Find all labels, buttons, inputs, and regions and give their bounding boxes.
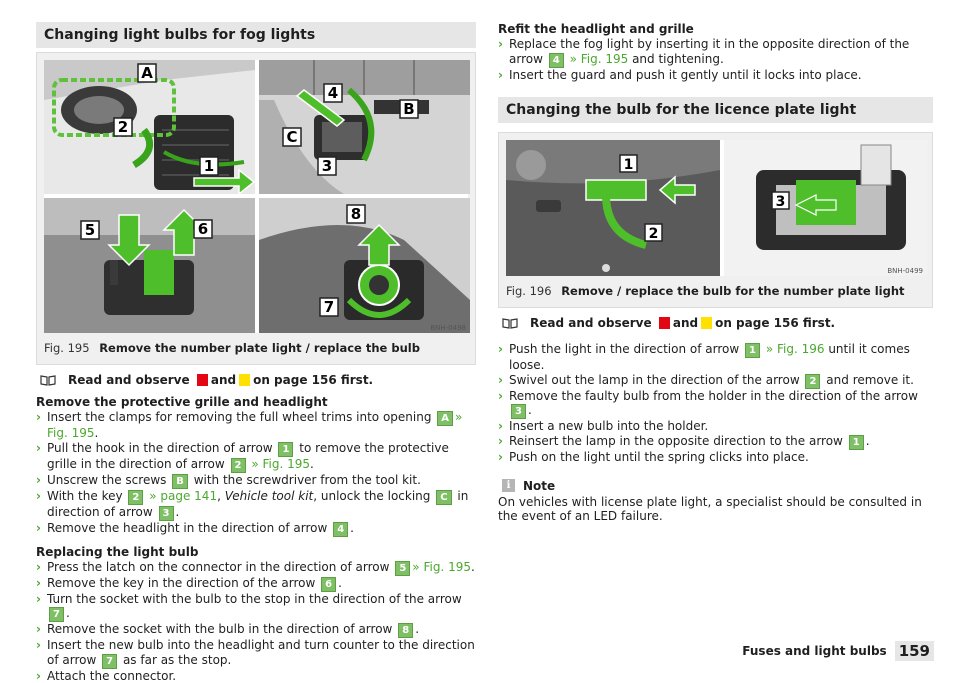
list-item: › Insert the guard and push it gently until it locks into place. (498, 67, 862, 82)
read-observe-right: Read and observe and on page 156 first. (502, 316, 933, 330)
svg-text:8: 8 (350, 205, 362, 223)
svg-text:6: 6 (197, 220, 209, 238)
info-icon: i (502, 479, 515, 492)
note-text: On vehicles with license plate light, a specialist should be consulted in the event of an LED failure. (498, 494, 922, 524)
figure-195 (36, 52, 476, 365)
fig-link[interactable]: » Fig. 195 (569, 51, 629, 66)
svg-text:A: A (141, 64, 153, 82)
svg-text:B: B (403, 100, 415, 118)
section-title-fog-lights: Changing light bulbs for fog lights (36, 22, 476, 48)
chevron-bullet-icon: › (498, 37, 503, 51)
chevron-bullet-icon: › (498, 342, 503, 357)
list-item: › Attach the connector. (36, 668, 177, 683)
page-number: 159 (895, 641, 934, 661)
page-link[interactable]: » page 141 (149, 488, 218, 503)
list-item: › Reinsert the lamp in the opposite direction to the arrow 1 . (498, 433, 870, 448)
warning-red-icon (659, 317, 670, 329)
left-column (36, 22, 476, 683)
licence-plate-light-illustration (506, 140, 927, 276)
fog-light-illustration (44, 60, 470, 333)
chevron-bullet-icon: › (36, 638, 41, 653)
list-item: › Remove the key in the direction of the arrow 6 . (36, 575, 342, 590)
figure-196-caption: Fig. 196 Remove / replace the bulb for the number plate light (506, 284, 905, 299)
svg-text:1: 1 (203, 157, 215, 175)
chevron-bullet-icon: › (498, 372, 503, 387)
right-column (498, 22, 933, 524)
svg-text:1: 1 (623, 157, 634, 174)
list-item: › Insert the clamps for removing the full wheel trims into opening A » Fig. 195. (36, 410, 463, 440)
list-item: › Insert the new bulb into the headlight and turn counter to the direction of arrow 7 as far as the stop. (36, 638, 475, 667)
svg-text:5: 5 (84, 221, 96, 239)
book-icon (502, 318, 518, 329)
page-footer (742, 641, 934, 661)
figure-195-code: BNH-0498 (430, 324, 466, 332)
list-item: › Unscrew the screws B with the screwdriver from the tool kit. (36, 472, 421, 487)
fig-link[interactable]: » Fig. 196 (765, 342, 825, 357)
subheading-refit: Refit the headlight and grille (498, 22, 694, 36)
svg-text:3: 3 (321, 157, 333, 175)
read-observe-left: Read and observe and on page 156 first. (40, 373, 476, 387)
list-item: › Pull the hook in the direction of arrow 1 to remove the protective grille in the direction of arrow 2 » Fig. 195. (36, 440, 449, 471)
chevron-bullet-icon: › (36, 488, 41, 503)
chevron-bullet-icon: › (36, 559, 41, 574)
list-item: › Swivel out the lamp in the direction of the arrow 2 and remove it. (498, 372, 914, 387)
note-heading: i Note (498, 479, 933, 493)
fig-link[interactable]: » Fig. 195 (412, 559, 471, 574)
chevron-bullet-icon: › (498, 433, 503, 448)
svg-text:C: C (286, 128, 298, 146)
subheading-remove-grille: Remove the protective grille and headlight (36, 395, 328, 409)
chevron-bullet-icon: › (498, 449, 503, 464)
list-item: › Insert a new bulb into the holder. (498, 419, 709, 434)
svg-text:7: 7 (323, 298, 335, 316)
fig-link[interactable]: » Fig. 195 (47, 410, 463, 440)
list-item: › Push on the light until the spring clicks into place. (498, 449, 809, 464)
subheading-replace-bulb: Replacing the light bulb (36, 544, 199, 559)
chevron-bullet-icon: › (36, 591, 41, 606)
chevron-bullet-icon: › (36, 410, 41, 424)
chevron-bullet-icon: › (36, 472, 41, 487)
svg-text:2: 2 (117, 118, 129, 136)
list-item: › Push the light in the direction of arrow 1 » Fig. 196 until it comes loose. (498, 342, 910, 373)
caution-yellow-icon (701, 317, 712, 329)
chevron-bullet-icon: › (498, 388, 503, 403)
figure-196-image (506, 140, 925, 276)
figure-195-image (44, 60, 468, 333)
chevron-bullet-icon: › (498, 67, 503, 82)
svg-text:4: 4 (327, 84, 339, 102)
warning-red-icon (197, 374, 208, 386)
list-item: › Remove the socket with the bulb in the direction of arrow 8 . (36, 622, 420, 637)
fig-link[interactable]: » Fig. 195 (251, 456, 311, 471)
chevron-bullet-icon: › (36, 440, 41, 455)
svg-text:2: 2 (648, 226, 659, 243)
figure-196 (498, 132, 933, 308)
chevron-bullet-icon: › (36, 520, 41, 535)
figure-195-caption: Fig. 195 Remove the number plate light / replace the bulb (44, 341, 420, 355)
book-icon (40, 375, 56, 386)
list-item: › Turn the socket with the bulb to the stop in the direction of the arrow 7 . (36, 591, 462, 621)
caution-yellow-icon (239, 374, 250, 386)
list-item: › With the key 2 » page 141, Vehicle tool kit, unlock the locking C in direction of arrow 3 . (36, 488, 469, 519)
chevron-bullet-icon: › (36, 668, 41, 683)
section-title-licence-plate: Changing the bulb for the licence plate light (498, 97, 933, 123)
chevron-bullet-icon: › (36, 575, 41, 590)
list-item: › Press the latch on the connector in the direction of arrow 5 » Fig. 195. (36, 559, 475, 574)
chevron-bullet-icon: › (498, 419, 503, 434)
chevron-bullet-icon: › (36, 622, 41, 637)
figure-196-code: BNH-0499 (887, 267, 923, 276)
list-item: › Remove the headlight in the direction of arrow 4 . (36, 520, 354, 535)
list-item: › Remove the faulty bulb from the holder in the direction of the arrow 3 . (498, 388, 918, 418)
footer-section-name: Fuses and light bulbs (742, 644, 887, 658)
svg-text:3: 3 (775, 194, 786, 211)
list-item: › Replace the fog light by inserting it in the opposite direction of the arrow 4 » Fig. 195 and tightening. (498, 37, 910, 66)
